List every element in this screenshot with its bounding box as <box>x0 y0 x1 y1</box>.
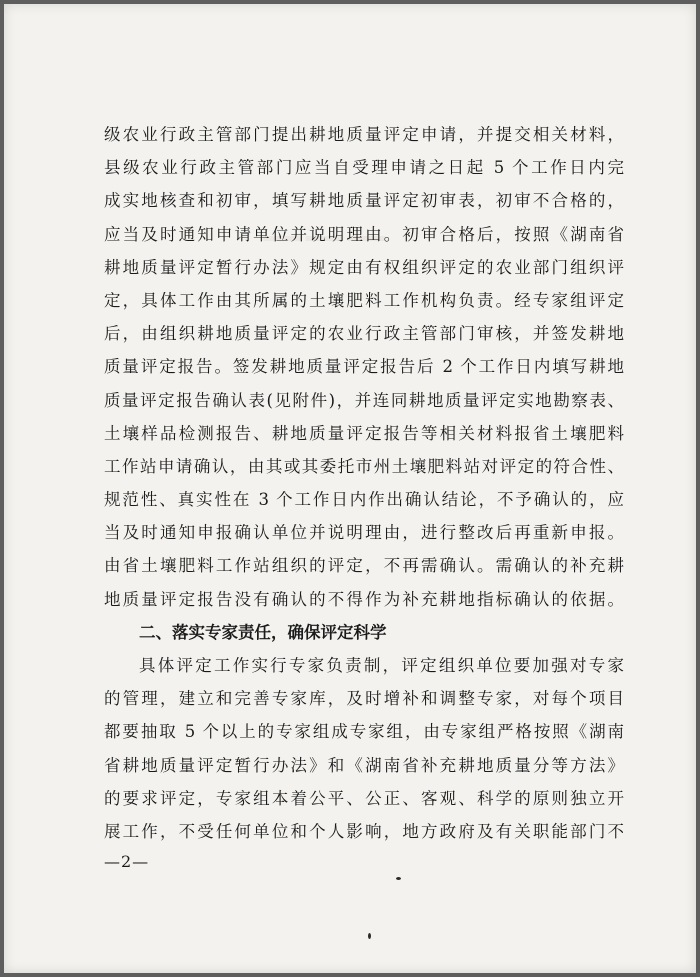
body-line: 的要求评定，专家组本着公平、公正、客观、科学的原则独立开 <box>104 788 624 808</box>
body-line: 质量评定报告。签发耕地质量评定报告后 2 个工作日内填写耕地 <box>104 357 624 377</box>
body-line: 成实地核查和初审，填写耕地质量评定初审表，初审不合格的， <box>104 191 624 211</box>
body-line: 级农业行政主管部门提出耕地质量评定申请，并提交相关材料， <box>104 125 624 144</box>
body-line: 土壤样品检测报告、耕地质量评定报告等相关材料报省土壤肥料 <box>104 423 624 443</box>
scan-speck <box>368 933 371 939</box>
body-line: 县级农业行政主管部门应当自受理申请之日起 5 个工作日内完 <box>104 158 624 178</box>
body-line: 省耕地质量评定暂行办法》和《湖南省补充耕地质量分等方法》 <box>104 755 624 775</box>
body-line: 规范性、真实性在 3 个工作日内作出确认结论，不予确认的，应 <box>104 490 624 510</box>
document-page <box>4 4 696 973</box>
body-line: 应当及时通知申请单位并说明理由。初审合格后，按照《湖南省 <box>104 224 624 244</box>
body-line: 具体评定工作实行专家负责制，评定组织单位要加强对专家 <box>139 656 624 675</box>
body-line: 耕地质量评定暂行办法》规定由有权组织评定的农业部门组织评 <box>104 257 624 277</box>
body-line: 地质量评定报告没有确认的不得作为补充耕地指标确认的依据。 <box>104 589 624 609</box>
section-heading: 二、落实专家责任，确保评定科学 <box>139 622 387 642</box>
document-body <box>104 118 624 848</box>
show-through-background: ─── <box>264 204 391 274</box>
body-line: 展工作，不受任何单位和个人影响，地方政府及有关职能部门不 <box>104 821 624 841</box>
body-line: 都要抽取 5 个以上的专家组成专家组，由专家组严格按照《湖南 <box>104 722 624 742</box>
scan-speck <box>396 877 401 880</box>
body-line: 质量评定报告确认表(见附件)，并连同耕地质量评定实地勘察表、 <box>104 390 624 410</box>
body-line: 的管理，建立和完善专家库，及时增补和调整专家，对每个项目 <box>104 689 624 709</box>
body-line: 定，具体工作由其所属的土壤肥料工作机构负责。经专家组评定 <box>104 290 624 310</box>
page-number: —2— <box>104 852 150 871</box>
body-line: 后，由组织耕地质量评定的农业行政主管部门审核，并签发耕地 <box>104 324 624 344</box>
body-line: 工作站申请确认，由其或其委托市州土壤肥料站对评定的符合性、 <box>104 456 624 476</box>
body-line: 当及时通知申报确认单位并说明理由，进行整改后再重新申报。 <box>104 523 624 543</box>
body-line: 由省土壤肥料工作站组织的评定，不再需确认。需确认的补充耕 <box>104 556 624 576</box>
